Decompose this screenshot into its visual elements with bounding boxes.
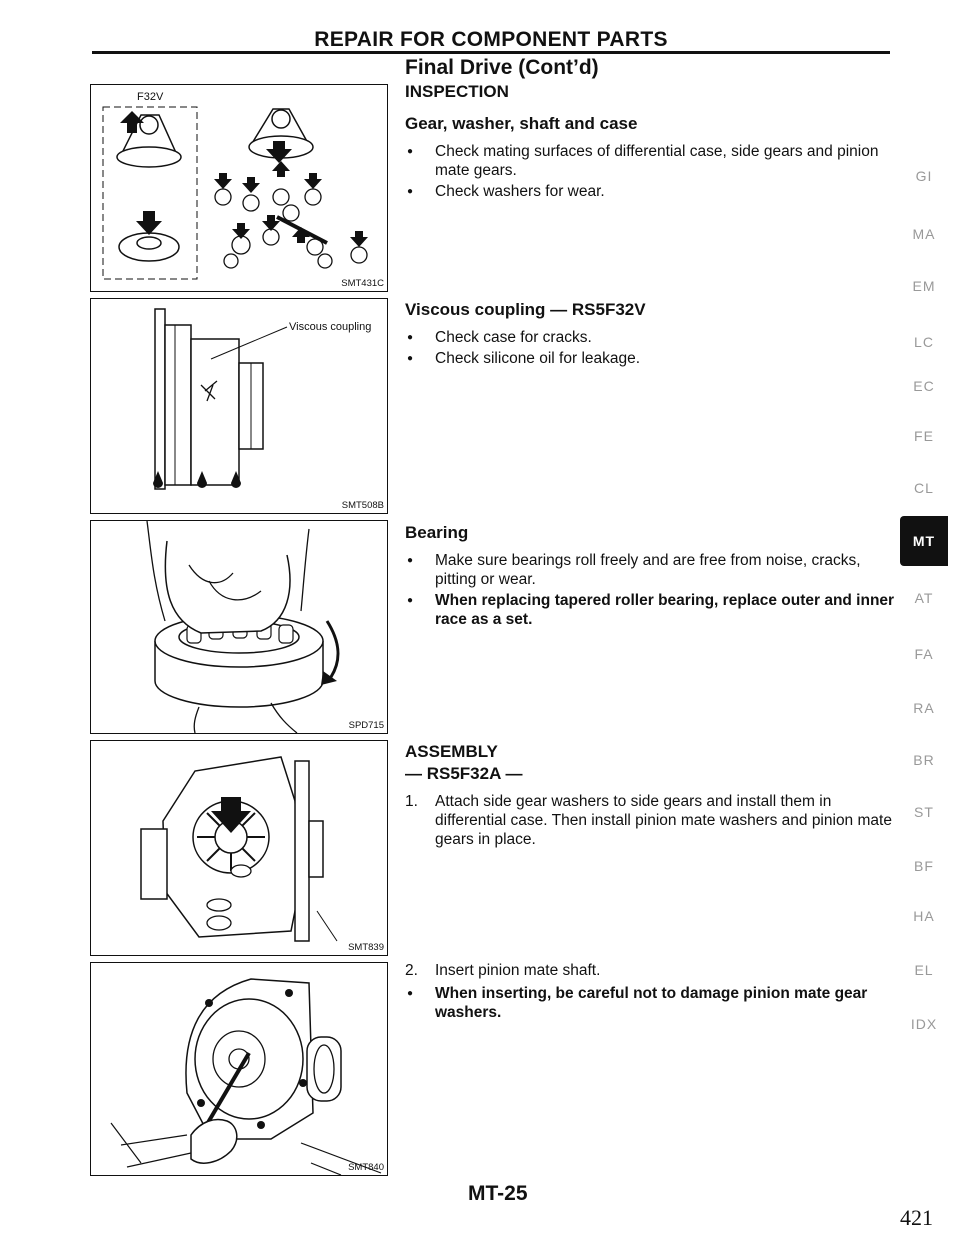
figure-pinion-shaft — [90, 962, 388, 1176]
tab-st[interactable]: ST — [914, 804, 934, 820]
pinion-shaft-illustration — [91, 963, 387, 1175]
tab-em[interactable]: EM — [912, 278, 936, 294]
figure-viscous-coupling — [90, 298, 388, 514]
tab-idx[interactable]: IDX — [910, 1016, 938, 1032]
viscous-bullet: ● Check silicone oil for leakage. — [405, 349, 895, 368]
tab-mt[interactable]: MT — [900, 516, 948, 566]
tab-at[interactable]: AT — [914, 590, 934, 606]
bearing-bullet-bold: ● When replacing tapered roller bearing, replace outer and inner race as a set. — [405, 591, 895, 629]
viscous-coupling-label: Viscous coupling — [289, 321, 372, 333]
inspection-heading: INSPECTION — [405, 82, 509, 101]
assembly-step2-section — [405, 961, 895, 1024]
assembly-sub: — RS5F32A — — [405, 764, 523, 783]
gear-bullet: ● Check washers for wear. — [405, 182, 895, 201]
step-text: Insert pinion mate shaft. — [435, 962, 601, 979]
assembly-section — [405, 742, 895, 849]
section-tab-index — [900, 0, 960, 1242]
tab-ma[interactable]: MA — [912, 226, 936, 242]
step2-note: ● When inserting, be careful not to damage pinion mate gear washers. — [405, 984, 895, 1022]
header-rule — [92, 51, 890, 54]
gear-bullet: ● Check mating surfaces of differential case, side gears and pinion mate gears. — [405, 142, 895, 180]
differential-parts-illustration — [91, 85, 387, 291]
figure-code: SMT840 — [348, 1162, 384, 1173]
tab-lc[interactable]: LC — [914, 334, 934, 350]
tab-ec[interactable]: EC — [913, 378, 935, 394]
page-code: MT-25 — [468, 1182, 528, 1205]
tab-el[interactable]: EL — [914, 962, 934, 978]
tab-ha[interactable]: HA — [913, 908, 935, 924]
viscous-title: Viscous coupling — RS5F32V — [405, 300, 646, 319]
figure-gear-install — [90, 740, 388, 956]
page-header-title: REPAIR FOR COMPONENT PARTS — [314, 28, 668, 51]
bearing-section — [405, 523, 895, 631]
figure-model-label: F32V — [137, 91, 164, 103]
assembly-step — [405, 961, 895, 980]
tab-fe[interactable]: FE — [914, 428, 934, 444]
assembly-heading: ASSEMBLY — [405, 742, 498, 761]
section-title: Final Drive (Cont’d) — [405, 56, 599, 79]
viscous-bullet: ● Check case for cracks. — [405, 328, 895, 347]
tab-bf[interactable]: BF — [914, 858, 934, 874]
page-number: 421 — [900, 1205, 933, 1230]
viscous-section — [405, 300, 895, 370]
figure-differential-parts — [90, 84, 388, 292]
bearing-check-illustration — [91, 521, 387, 733]
figure-bearing-check — [90, 520, 388, 734]
tab-fa[interactable]: FA — [914, 646, 934, 662]
figure-code: SMT431C — [341, 278, 384, 289]
tab-cl[interactable]: CL — [914, 480, 934, 496]
gear-title: Gear, washer, shaft and case — [405, 114, 638, 133]
step-number: 1. — [405, 793, 418, 810]
tab-gi[interactable]: GI — [915, 168, 933, 184]
step-text: Attach side gear washers to side gears and install them in differential case. Then install pinion mate washers and pinion mate gears in place. — [435, 793, 892, 848]
gear-install-illustration — [91, 741, 387, 955]
inspection-section — [405, 82, 895, 203]
bearing-title: Bearing — [405, 523, 469, 542]
figure-code: SMT508B — [341, 500, 384, 511]
step-number: 2. — [405, 962, 418, 979]
figure-code: SMT839 — [348, 942, 384, 953]
tab-br[interactable]: BR — [913, 752, 935, 768]
bearing-bullet: ● Make sure bearings roll freely and are free from noise, cracks, pitting or wear. — [405, 551, 895, 589]
assembly-step — [405, 792, 895, 849]
tab-ra[interactable]: RA — [913, 700, 935, 716]
figure-code: SPD715 — [348, 720, 384, 731]
